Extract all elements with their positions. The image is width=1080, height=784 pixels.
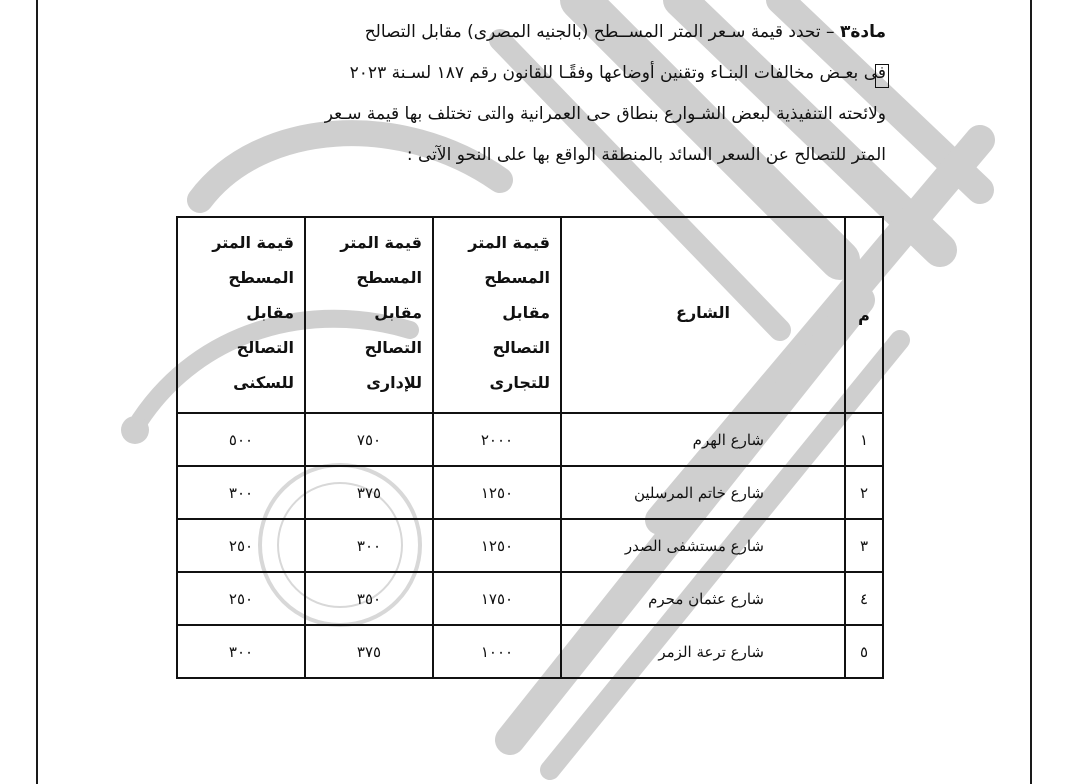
- article-heading: مادة٣: [839, 22, 886, 42]
- commercial-price: ٢٠٠٠: [433, 413, 561, 466]
- table-row: [177, 519, 883, 572]
- table-header-row: [177, 217, 883, 413]
- street-name: شارع عثمان محرم: [561, 572, 845, 625]
- row-number: ٢: [845, 466, 883, 519]
- administrative-price: ٣٠٠: [305, 519, 433, 572]
- header-number: م: [845, 217, 883, 413]
- article-line-2: فى بعـض مخالفات البنـاء وتقنين أوضاعها وفقًـا للقانون رقم ١٨٧ لسـنة ٢٠٢٣: [349, 63, 886, 83]
- header-street: الشارع: [561, 217, 845, 413]
- street-name: شارع خاتم المرسلين: [561, 466, 845, 519]
- commercial-price: ١٧٥٠: [433, 572, 561, 625]
- row-number: ٤: [845, 572, 883, 625]
- table-row: [177, 625, 883, 678]
- commercial-price: ١٠٠٠: [433, 625, 561, 678]
- header-administrative: قيمة المتر المسطح مقابل التصالح للإدارى: [305, 217, 433, 413]
- table-row: [177, 466, 883, 519]
- administrative-price: ٧٥٠: [305, 413, 433, 466]
- residential-price: ٣٠٠: [177, 466, 305, 519]
- residential-price: ٢٥٠: [177, 572, 305, 625]
- residential-price: ٥٠٠: [177, 413, 305, 466]
- header-commercial: قيمة المتر المسطح مقابل التصالح للتجارى: [433, 217, 561, 413]
- article-line-4: المتر للتصالح عن السعر السائد بالمنطقة الواقع بها على النحو الآتى :: [406, 145, 886, 165]
- residential-price: ٣٠٠: [177, 625, 305, 678]
- row-number: ١: [845, 413, 883, 466]
- row-number: ٣: [845, 519, 883, 572]
- administrative-price: ٣٧٥: [305, 625, 433, 678]
- street-name: شارع ترعة الزمر: [561, 625, 845, 678]
- administrative-price: ٣٥٠: [305, 572, 433, 625]
- article-paragraph: [160, 12, 886, 176]
- margin-box-mark: [875, 64, 889, 88]
- pricing-table: [176, 216, 884, 679]
- table-row: [177, 413, 883, 466]
- commercial-price: ١٢٥٠: [433, 519, 561, 572]
- commercial-price: ١٢٥٠: [433, 466, 561, 519]
- administrative-price: ٣٧٥: [305, 466, 433, 519]
- page-left-border: [36, 0, 38, 784]
- street-name: شارع مستشفى الصدر: [561, 519, 845, 572]
- article-line-1: مادة٣ – تحدد قيمة سـعر المتر المســطح (بالجنيه المصرى) مقابل التصالح: [364, 22, 886, 42]
- residential-price: ٢٥٠: [177, 519, 305, 572]
- row-number: ٥: [845, 625, 883, 678]
- header-residential: قيمة المتر المسطح مقابل التصالح للسكنى: [177, 217, 305, 413]
- street-name: شارع الهرم: [561, 413, 845, 466]
- article-line-3: ولائحته التنفيذية لبعض الشـوارع بنطاق حى العمرانية والتى تختلف بها قيمة سـعر: [324, 104, 886, 124]
- page-right-border: [1030, 0, 1032, 784]
- table-row: [177, 572, 883, 625]
